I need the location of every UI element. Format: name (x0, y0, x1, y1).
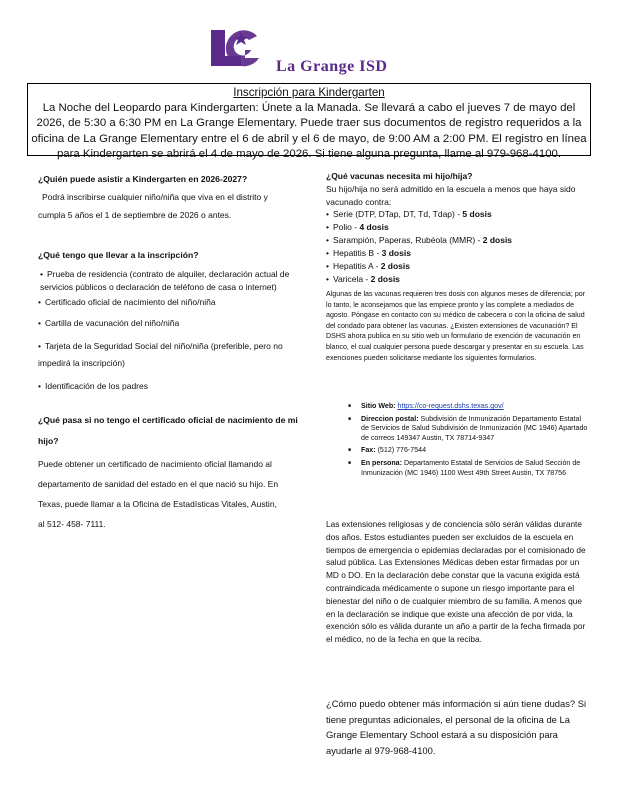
answer-birth-certificate: Puede obtener un certificado de nacimiento oficial llamando al departamento de sanidad del estado en el que nació su hijo. En Texas, puede llamar a la Oficina de Estadísticas Vitales, Austin, (38, 459, 279, 509)
vaccines-intro: Su hijo/hija no será admitido en la escuela a menos que haya sido vacunado contra: (326, 183, 576, 207)
contact-mail: ■ Direccion postal: Subdivisión de Inmunización Departamento Estatal de Servicios de Salud Subdivisión de Inmunización (MC 1946) Apartado de correos 149347 Austin, TX 78714-9347 (348, 415, 588, 444)
vaccine-list (326, 208, 588, 286)
vaccine-item: • Hepatitis B - 3 dosis (326, 247, 588, 260)
vital-statistics-phone: al 512- 458- 7111. (38, 519, 106, 529)
answer-who-line2: cumpla 5 años el 1 de septiembre de 2026 o antes. (38, 210, 232, 220)
announcement-title: Inscripción para Kindergarten (233, 86, 385, 99)
logo-letters: LG (233, 54, 235, 55)
question-who: ¿Quién puede asistir a Kindergarten en 2026-2027? (38, 174, 248, 184)
dshs-website-link[interactable]: https://co-request.dshs.texas.gov/ (397, 402, 504, 410)
list-item: • Cartilla de vacunación del niño/niña (38, 317, 300, 330)
vaccine-item: • Varicela - 2 dosis (326, 273, 588, 286)
announcement-box (27, 83, 591, 161)
requirements-list (38, 268, 300, 393)
left-requirements (38, 246, 300, 393)
brand-name: La Grange ISD (276, 58, 388, 75)
left-birth-certificate (38, 410, 300, 534)
list-item: • Certificado oficial de nacimiento del niño/niña (38, 296, 300, 309)
right-vaccines (326, 170, 588, 286)
vaccine-item: • Sarampión, Paperas, Rubéola (MMR) - 2 dosis (326, 234, 588, 247)
contact-in-person: ■ En persona: Departamento Estatal de Servicios de Salud Sección de Inmunización (MC 1946) 1100 West 49th Street Austin, TX 78756 (348, 459, 588, 478)
vaccine-item: • Polio - 4 dosis (326, 221, 588, 234)
contact-fax: ■ Fax: (512) 776-7544 (348, 446, 588, 456)
answer-who-line1: Podrá inscribirse cualquier niño/niña que viva en el distrito y (42, 192, 268, 202)
vaccine-item: • Serie (DTP, DTap, DT, Td, Tdap) - 5 dosis (326, 208, 588, 221)
question-vaccines: ¿Qué vacunas necesita mi hijo/hija? (326, 171, 473, 181)
extensions-paragraph: Las extensiones religiosas y de conciencia sólo serán válidas durante dos años. Estos estudiantes pueden ser excluidos de la escuela en tiempos de emergencia o epidemias declaradas por el comisionado de salud pública. Las Extensiones Médicas deben estar firmadas por un MD o DO. En la declaración debe constar que la vacuna exigida está contraindicada médicamente o supone un riesgo importante para el bienestar del niño o de cualquier miembro de su familia. A menos que en la declaración se indique que existe una afección de por vida, la exención sólo es válida durante un año a partir de la fecha firmada por el médico, no de la fecha en que la reciba. (326, 519, 586, 645)
list-item: • Identificación de los padres (38, 380, 300, 393)
announcement-body: La Noche del Leopardo para Kindergarten: Únete a la Manada. Se llevará a cabo el jueves 7 de mayo del 2026, de 5:30 a 6:30 PM en La Grange Elementary. Puede traer sus documentos de registro requeridos a la oficina de La Grange Elementary entre el 6 de abril y el 6 de mayo, de 9:00 AM a 2:00 PM. El registro en línea para Kindergarten se abrirá el 4 de mayo de 2026. Si tiene alguna pregunta, llame al 979-968-4100. (31, 101, 587, 161)
district-logo (205, 26, 265, 77)
vaccine-note: Algunas de las vacunas requieren tres dosis con algunos meses de diferencia; por lo tanto, le aconsejamos que las empiece pronto y las complete a mediados de agosto. Póngase en contacto con su médico de cabecera o con la oficina de salud del condado para obtener las vacunas. ¿Existen extensiones de vacunación? El DSHS ahora publica en su sitio web un formulario de exención de vacunación en blanco, el cual cualquier persona puede descargar y presentar en su escuela. Las exenciones pueden solicitarse mediante los siguientes formularios. (326, 290, 586, 362)
exemption-contacts (348, 402, 588, 481)
question-birth-certificate: ¿Qué pasa si no tengo el certificado oficial de nacimiento de mi hijo? (38, 415, 298, 446)
list-item: • Tarjeta de la Seguridad Social del niño/niña (preferible, pero no impedirá la inscripción) (38, 338, 300, 372)
left-column (38, 170, 300, 224)
contact-website: ■ Sitio Web: https://co-request.dshs.texas.gov/ (348, 402, 588, 412)
list-item: • Prueba de residencia (contrato de alquiler, declaración actual de servicios públicos o declaración de teléfono de casa o internet) (38, 268, 300, 294)
more-info-paragraph: ¿Cómo puedo obtener más información si aún tiene dudas? Si tiene preguntas adicionales, el personal de la oficina de La Grange Elementary School estará a su disposición para ayudarle al 979-968-4100. (326, 698, 587, 756)
question-bring: ¿Qué tengo que llevar a la inscripción? (38, 250, 199, 260)
vaccine-item: • Hepatitis A - 2 dosis (326, 260, 588, 273)
